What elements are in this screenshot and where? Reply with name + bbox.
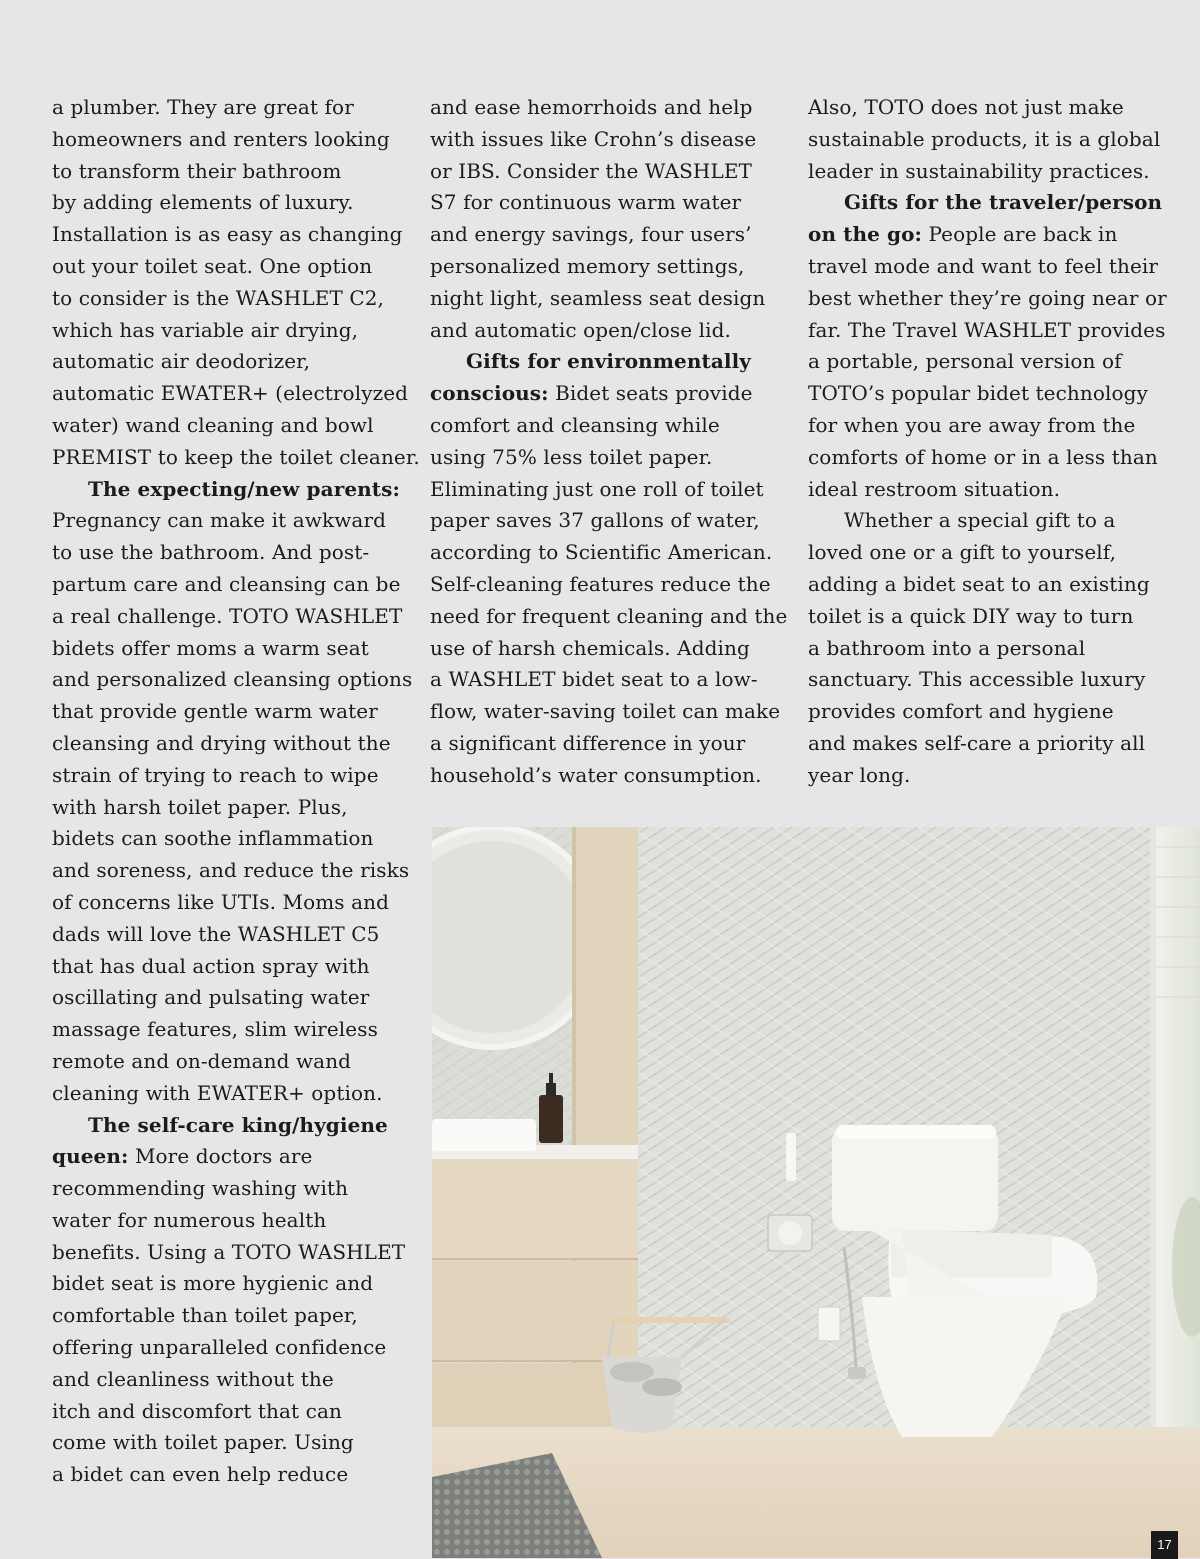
subheading-continued: queen:: [52, 1144, 129, 1169]
paragraph: and ease hemorrhoids and help with issues like Crohn’s disease or IBS. Consider the WASHLET S7 for continuous warm water and energy savings, four users’ personalized memory settings, night light, seamless seat design and automatic open/close lid.: [430, 95, 766, 342]
paragraph-closing: Whether a special gift to a loved one or a gift to yourself, adding a bidet seat to an existing toilet is a quick DIY way to turn a bathroom into a personal sanctuary. This accessible luxury provides comfort and hygiene and makes self-care a priority all year long.: [808, 508, 1150, 787]
text-column-3: [808, 92, 1167, 792]
window: [1154, 827, 1200, 1427]
paragraph: Also, TOTO does not just make sustainable products, it is a global leader in sustainability practices.: [808, 95, 1161, 183]
paragraph-self-care: The self-care king/hygiene queen: More doctors are recommending washing with water for numerous health benefits. Using a TOTO WASHLET bidet seat is more hygienic and comfortable than toilet paper, offering unparalleled confidence and cleanliness without the itch and discomfort that can come with toilet paper. Using a bidet can even help reduce: [52, 1112, 406, 1487]
subheading-continued: on the go:: [808, 222, 923, 247]
soap-bottle: [539, 1095, 563, 1143]
subheading: Gifts for environmentally: [466, 349, 752, 374]
paragraph-environment: Gifts for environmentally conscious: Bidet seats provide comfort and cleansing while using 75% less toilet paper. Eliminating just one roll of toilet paper saves 37 gallons of water, according to Scientific American. Self-cleaning features reduce the need for frequent cleaning and the use of harsh chemicals. Adding a WASHLET bidet seat to a low- flow, water-saving toilet can make a significant difference in your household’s water consumption.: [430, 349, 788, 787]
subheading-continued: conscious:: [430, 381, 549, 406]
paragraph-new-parents: The expecting/new parents: Pregnancy can make it awkward to use the bathroom. And post- partum care and cleansing can be a real challenge. TOTO WASHLET bidets offer moms a warm seat and personalized cleansing options that provide gentle warm water cleansing and drying without the strain of trying to reach to wipe with harsh toilet paper. Plus, bidets can soothe inflammation and soreness, and reduce the risks of concerns like UTIs. Moms and dads will love the WASHLET C5 that has dual action spray with oscillating and pulsating water massage features, slim wireless remote and on-demand wand cleaning with EWATER+ option.: [52, 476, 413, 1105]
text-column-2: [430, 92, 788, 792]
toilet-tank: [832, 1127, 998, 1231]
sink: [432, 1119, 536, 1151]
bathroom-photo: [432, 827, 1200, 1558]
paragraph-traveler: Gifts for the traveler/person on the go: People are back in travel mode and want to feel their best whether they’re going near or far. The Travel WASHLET provides a portable, personal version of TOTO’s popular bidet technology for when you are away from the comforts of home or in a less than ideal restroom situation.: [808, 190, 1167, 501]
subheading: The self-care king/hygiene: [88, 1112, 388, 1137]
subheading: Gifts for the traveler/person: [844, 190, 1163, 215]
subheading: The expecting/new parents:: [88, 476, 400, 501]
page-number: 17: [1151, 1531, 1178, 1559]
wall-remote: [786, 1133, 796, 1181]
vanity-drawer: [432, 1159, 638, 1259]
paragraph: a plumber. They are great for homeowners and renters looking to transform their bathroom by adding elements of luxury. Installation is as easy as changing out your toilet seat. One option to consider is the WASHLET C2, which has variable air drying, automatic air deodorizer, automatic EWATER+ (electrolyzed water) wand cleaning and bowl PREMIST to keep the toilet cleaner.: [52, 95, 420, 469]
text-column-1: [52, 92, 420, 1491]
vanity-drawer: [432, 1261, 638, 1361]
